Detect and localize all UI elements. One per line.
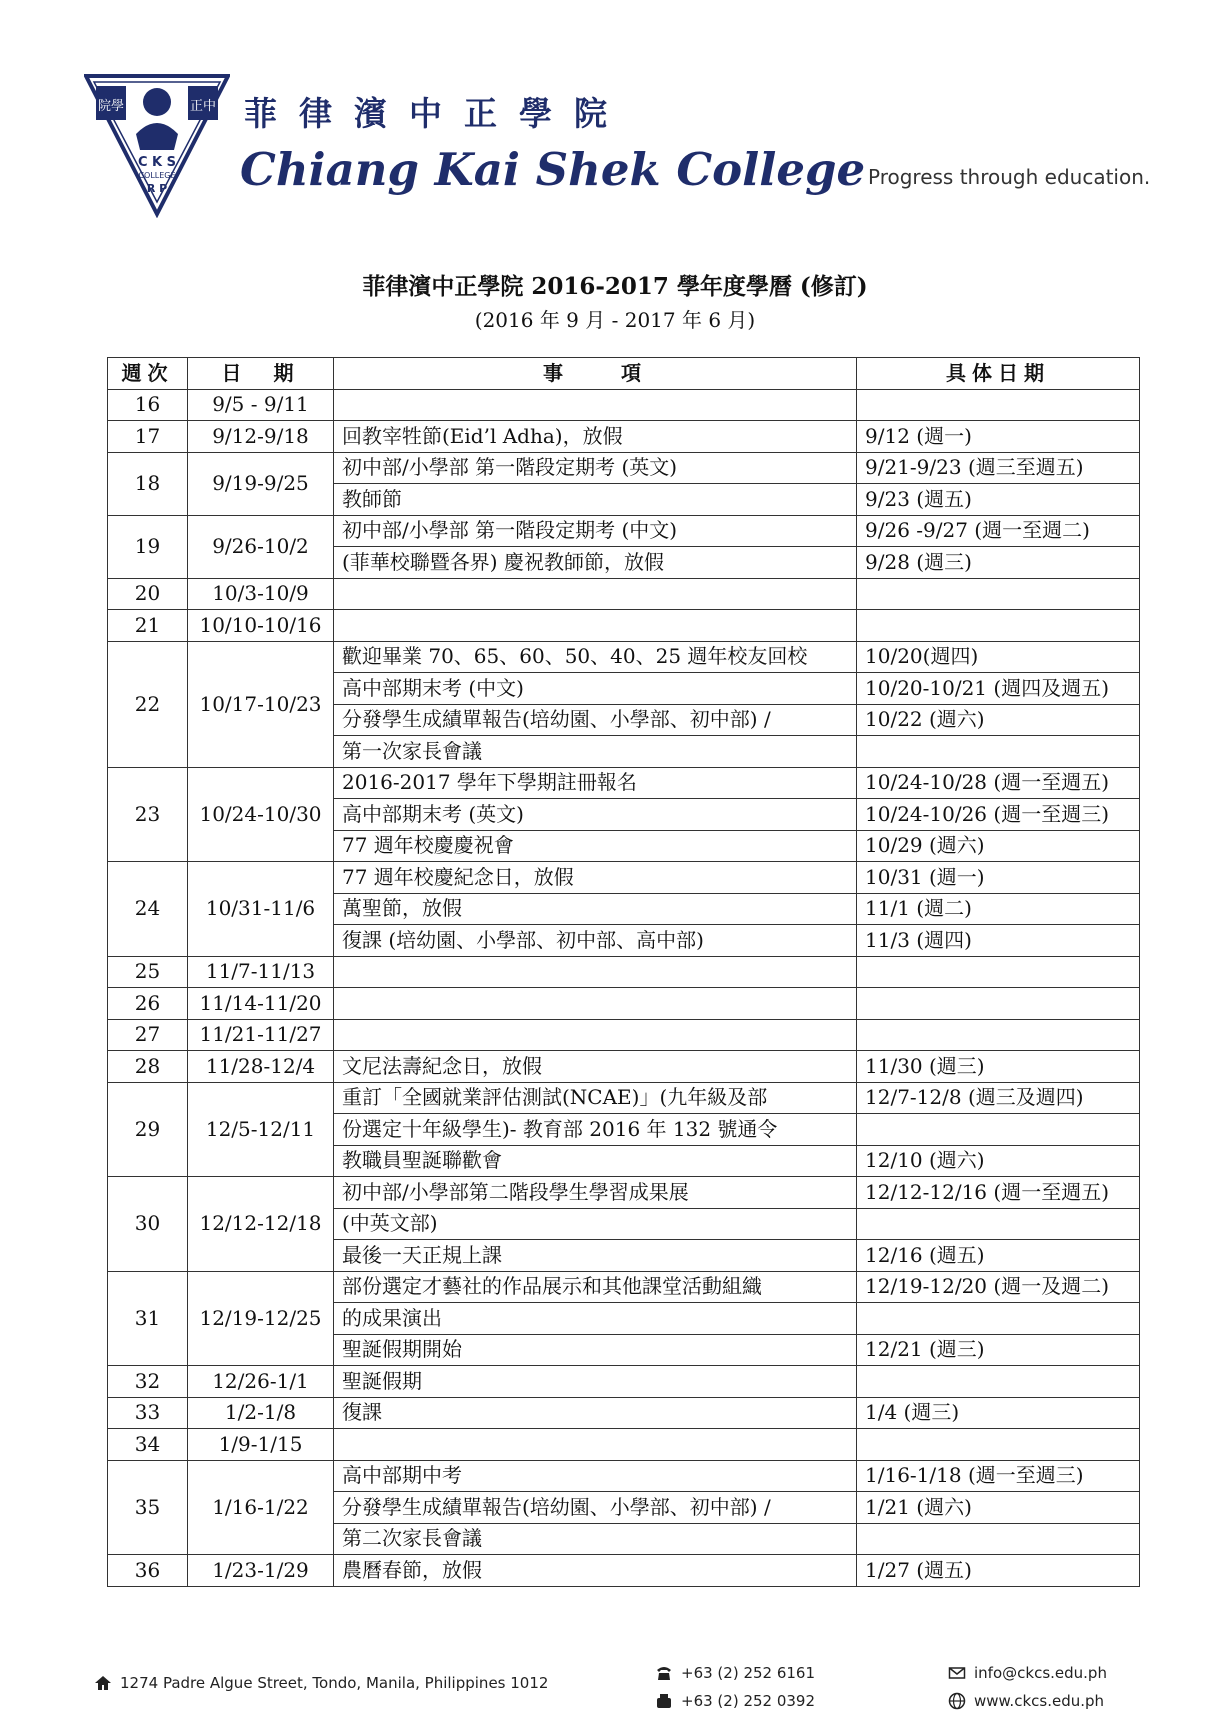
event-cell: 最後一天正規上課	[334, 1240, 857, 1272]
date-range-cell: 9/12-9/18	[188, 421, 334, 453]
specific-date-cell	[857, 1523, 1140, 1555]
specific-date-cell: 12/10 (週六)	[857, 1145, 1140, 1177]
specific-date-cell: 9/12 (週一)	[857, 421, 1140, 453]
table-row	[108, 578, 1140, 610]
week-number-cell: 16	[108, 389, 188, 421]
week-number-cell: 36	[108, 1555, 188, 1587]
date-range-cell: 1/9-1/15	[188, 1429, 334, 1461]
event-cell: 高中部期末考 (中文)	[334, 673, 857, 705]
event-cell: 文尼法壽紀念日，放假	[334, 1051, 857, 1083]
footer-website[interactable]	[948, 1692, 1104, 1710]
footer-address	[94, 1674, 548, 1692]
event-cell: 初中部/小學部第二階段學生學習成果展	[334, 1177, 857, 1209]
event-cell: 2016-2017 學年下學期註冊報名	[334, 767, 857, 799]
week-number-cell: 18	[108, 452, 188, 515]
date-range-cell: 10/3-10/9	[188, 578, 334, 610]
specific-date-cell: 12/7-12/8 (週三及週四)	[857, 1082, 1140, 1114]
logo-right-text: 正中	[189, 99, 217, 114]
specific-date-cell: 11/1 (週二)	[857, 893, 1140, 925]
date-range-cell: 10/24-10/30	[188, 767, 334, 862]
week-number-cell: 34	[108, 1429, 188, 1461]
date-range-cell: 1/2-1/8	[188, 1397, 334, 1429]
logo-letters: C K S	[137, 155, 177, 170]
table-row	[108, 421, 1140, 453]
event-cell	[334, 956, 857, 988]
website-text[interactable]: www.ckcs.edu.ph	[974, 1692, 1105, 1710]
date-range-cell: 12/12-12/18	[188, 1177, 334, 1272]
specific-date-cell: 12/19-12/20 (週一及週二)	[857, 1271, 1140, 1303]
table-row	[108, 452, 1140, 484]
header-week: 週次	[108, 358, 188, 390]
letterhead	[0, 0, 1230, 240]
date-range-cell: 11/14-11/20	[188, 988, 334, 1020]
fax-text: +63 (2) 252 0392	[681, 1692, 816, 1710]
date-range-cell: 11/21-11/27	[188, 1019, 334, 1051]
week-number-cell: 24	[108, 862, 188, 957]
table-row	[108, 862, 1140, 894]
event-cell: 復課	[334, 1397, 857, 1429]
date-range-cell: 10/10-10/16	[188, 610, 334, 642]
table-row	[108, 956, 1140, 988]
specific-date-cell	[857, 1303, 1140, 1335]
home-icon	[94, 1674, 112, 1692]
logo-rp: R P	[146, 182, 168, 195]
event-cell: 分發學生成績單報告(培幼園、小學部、初中部) /	[334, 704, 857, 736]
event-cell	[334, 1019, 857, 1051]
calendar-body	[108, 389, 1140, 1586]
week-number-cell: 31	[108, 1271, 188, 1366]
header-dates: 日 期	[188, 358, 334, 390]
date-range-cell: 9/19-9/25	[188, 452, 334, 515]
date-range-cell: 9/26-10/2	[188, 515, 334, 578]
event-cell: 第一次家長會議	[334, 736, 857, 768]
specific-date-cell: 9/23 (週五)	[857, 484, 1140, 516]
specific-date-cell: 10/20-10/21 (週四及週五)	[857, 673, 1140, 705]
event-cell: 教職員聖誕聯歡會	[334, 1145, 857, 1177]
table-row	[108, 1555, 1140, 1587]
specific-date-cell	[857, 736, 1140, 768]
week-number-cell: 33	[108, 1397, 188, 1429]
table-row	[108, 1397, 1140, 1429]
specific-date-cell: 12/21 (週三)	[857, 1334, 1140, 1366]
specific-date-cell: 10/22 (週六)	[857, 704, 1140, 736]
table-row	[108, 641, 1140, 673]
event-cell: (中英文部)	[334, 1208, 857, 1240]
event-cell	[334, 389, 857, 421]
school-logo-icon	[84, 72, 230, 218]
table-row	[108, 767, 1140, 799]
specific-date-cell: 12/16 (週五)	[857, 1240, 1140, 1272]
week-number-cell: 29	[108, 1082, 188, 1177]
specific-date-cell	[857, 1366, 1140, 1398]
specific-date-cell: 1/4 (週三)	[857, 1397, 1140, 1429]
specific-date-cell	[857, 1208, 1140, 1240]
specific-date-cell: 10/20(週四)	[857, 641, 1140, 673]
table-row	[108, 1460, 1140, 1492]
event-cell: 77 週年校慶紀念日，放假	[334, 862, 857, 894]
event-cell: 份選定十年級學生)- 教育部 2016 年 132 號通令	[334, 1114, 857, 1146]
event-cell: 重訂「全國就業評估測試(NCAE)」(九年級及部	[334, 1082, 857, 1114]
table-row	[108, 1082, 1140, 1114]
event-cell: 高中部期末考 (英文)	[334, 799, 857, 831]
specific-date-cell	[857, 610, 1140, 642]
document-title: 菲律濱中正學院 2016-2017 學年度學曆 (修訂)	[362, 273, 868, 300]
week-number-cell: 27	[108, 1019, 188, 1051]
specific-date-cell: 10/24-10/26 (週一至週三)	[857, 799, 1140, 831]
fax-icon	[655, 1692, 673, 1710]
event-cell	[334, 988, 857, 1020]
school-name-english: Chiang Kai Shek College	[240, 143, 866, 196]
table-row	[108, 1429, 1140, 1461]
table-header-row	[108, 358, 1140, 390]
event-cell: 77 週年校慶慶祝會	[334, 830, 857, 862]
specific-date-cell: 1/27 (週五)	[857, 1555, 1140, 1587]
event-cell: 歡迎畢業 70、65、60、50、40、25 週年校友回校	[334, 641, 857, 673]
specific-date-cell	[857, 956, 1140, 988]
table-row	[108, 1019, 1140, 1051]
header-events: 事 項	[334, 358, 857, 390]
address-text: 1274 Padre Algue Street, Tondo, Manila, Philippines 1012	[120, 1674, 549, 1692]
table-row	[108, 1271, 1140, 1303]
event-cell: 第二次家長會議	[334, 1523, 857, 1555]
specific-date-cell: 10/24-10/28 (週一至週五)	[857, 767, 1140, 799]
event-cell: 聖誕假期	[334, 1366, 857, 1398]
date-range-cell: 12/5-12/11	[188, 1082, 334, 1177]
week-number-cell: 22	[108, 641, 188, 767]
event-cell: 分發學生成績單報告(培幼園、小學部、初中部) /	[334, 1492, 857, 1524]
week-number-cell: 26	[108, 988, 188, 1020]
footer-phone	[655, 1664, 815, 1682]
date-range-cell: 10/31-11/6	[188, 862, 334, 957]
specific-date-cell: 10/31 (週一)	[857, 862, 1140, 894]
table-row	[108, 389, 1140, 421]
phone-text: +63 (2) 252 6161	[681, 1664, 816, 1682]
specific-date-cell: 1/16-1/18 (週一至週三)	[857, 1460, 1140, 1492]
table-row	[108, 1177, 1140, 1209]
event-cell	[334, 1429, 857, 1461]
specific-date-cell	[857, 1019, 1140, 1051]
date-range-cell: 11/28-12/4	[188, 1051, 334, 1083]
event-cell: (菲華校聯暨各界) 慶祝教師節，放假	[334, 547, 857, 579]
calendar-table	[107, 357, 1140, 1587]
phone-icon	[655, 1664, 673, 1682]
specific-date-cell: 10/29 (週六)	[857, 830, 1140, 862]
event-cell	[334, 578, 857, 610]
date-range-cell: 1/23-1/29	[188, 1555, 334, 1587]
week-number-cell: 35	[108, 1460, 188, 1555]
school-slogan: Progress through education.	[868, 165, 1151, 189]
specific-date-cell: 1/21 (週六)	[857, 1492, 1140, 1524]
logo-left-text: 院學	[97, 99, 125, 114]
date-range-cell: 9/5 - 9/11	[188, 389, 334, 421]
specific-date-cell: 11/3 (週四)	[857, 925, 1140, 957]
week-number-cell: 17	[108, 421, 188, 453]
specific-date-cell	[857, 1114, 1140, 1146]
event-cell: 初中部/小學部 第一階段定期考 (中文)	[334, 515, 857, 547]
week-number-cell: 21	[108, 610, 188, 642]
event-cell: 部份選定才藝社的作品展示和其他課堂活動組織	[334, 1271, 857, 1303]
event-cell: 復課 (培幼園、小學部、初中部、高中部)	[334, 925, 857, 957]
date-range-cell: 10/17-10/23	[188, 641, 334, 767]
event-cell: 萬聖節，放假	[334, 893, 857, 925]
week-number-cell: 19	[108, 515, 188, 578]
footer-email[interactable]	[948, 1664, 1107, 1682]
specific-date-cell: 12/12-12/16 (週一至週五)	[857, 1177, 1140, 1209]
mail-icon	[948, 1664, 966, 1682]
week-number-cell: 23	[108, 767, 188, 862]
specific-date-cell	[857, 578, 1140, 610]
event-cell: 農曆春節，放假	[334, 1555, 857, 1587]
footer	[0, 1660, 1230, 1720]
week-number-cell: 25	[108, 956, 188, 988]
table-row	[108, 1051, 1140, 1083]
week-number-cell: 28	[108, 1051, 188, 1083]
footer-fax	[655, 1692, 815, 1710]
table-row	[108, 988, 1140, 1020]
specific-date-cell: 9/26 -9/27 (週一至週二)	[857, 515, 1140, 547]
specific-date-cell: 11/30 (週三)	[857, 1051, 1140, 1083]
email-text[interactable]: info@ckcs.edu.ph	[974, 1664, 1107, 1682]
event-cell: 教師節	[334, 484, 857, 516]
week-number-cell: 32	[108, 1366, 188, 1398]
specific-date-cell: 9/28 (週三)	[857, 547, 1140, 579]
date-range-cell: 12/26-1/1	[188, 1366, 334, 1398]
table-row	[108, 610, 1140, 642]
specific-date-cell	[857, 1429, 1140, 1461]
specific-date-cell	[857, 389, 1140, 421]
event-cell: 聖誕假期開始	[334, 1334, 857, 1366]
date-range-cell: 1/16-1/22	[188, 1460, 334, 1555]
event-cell: 的成果演出	[334, 1303, 857, 1335]
table-row	[108, 515, 1140, 547]
header-specific-dates: 具体日期	[857, 358, 1140, 390]
event-cell: 回教宰牲節(Eid’l Adha)，放假	[334, 421, 857, 453]
document-subtitle: (2016 年 9 月 - 2017 年 6 月)	[474, 308, 756, 332]
specific-date-cell: 9/21-9/23 (週三至週五)	[857, 452, 1140, 484]
week-number-cell: 30	[108, 1177, 188, 1272]
globe-icon	[948, 1692, 966, 1710]
school-name-chinese: 菲律濱中正學院	[244, 94, 629, 133]
specific-date-cell	[857, 988, 1140, 1020]
date-range-cell: 12/19-12/25	[188, 1271, 334, 1366]
event-cell	[334, 610, 857, 642]
date-range-cell: 11/7-11/13	[188, 956, 334, 988]
table-row	[108, 1366, 1140, 1398]
event-cell: 高中部期中考	[334, 1460, 857, 1492]
logo-word: COLLEGE	[138, 171, 176, 180]
week-number-cell: 20	[108, 578, 188, 610]
event-cell: 初中部/小學部 第一階段定期考 (英文)	[334, 452, 857, 484]
